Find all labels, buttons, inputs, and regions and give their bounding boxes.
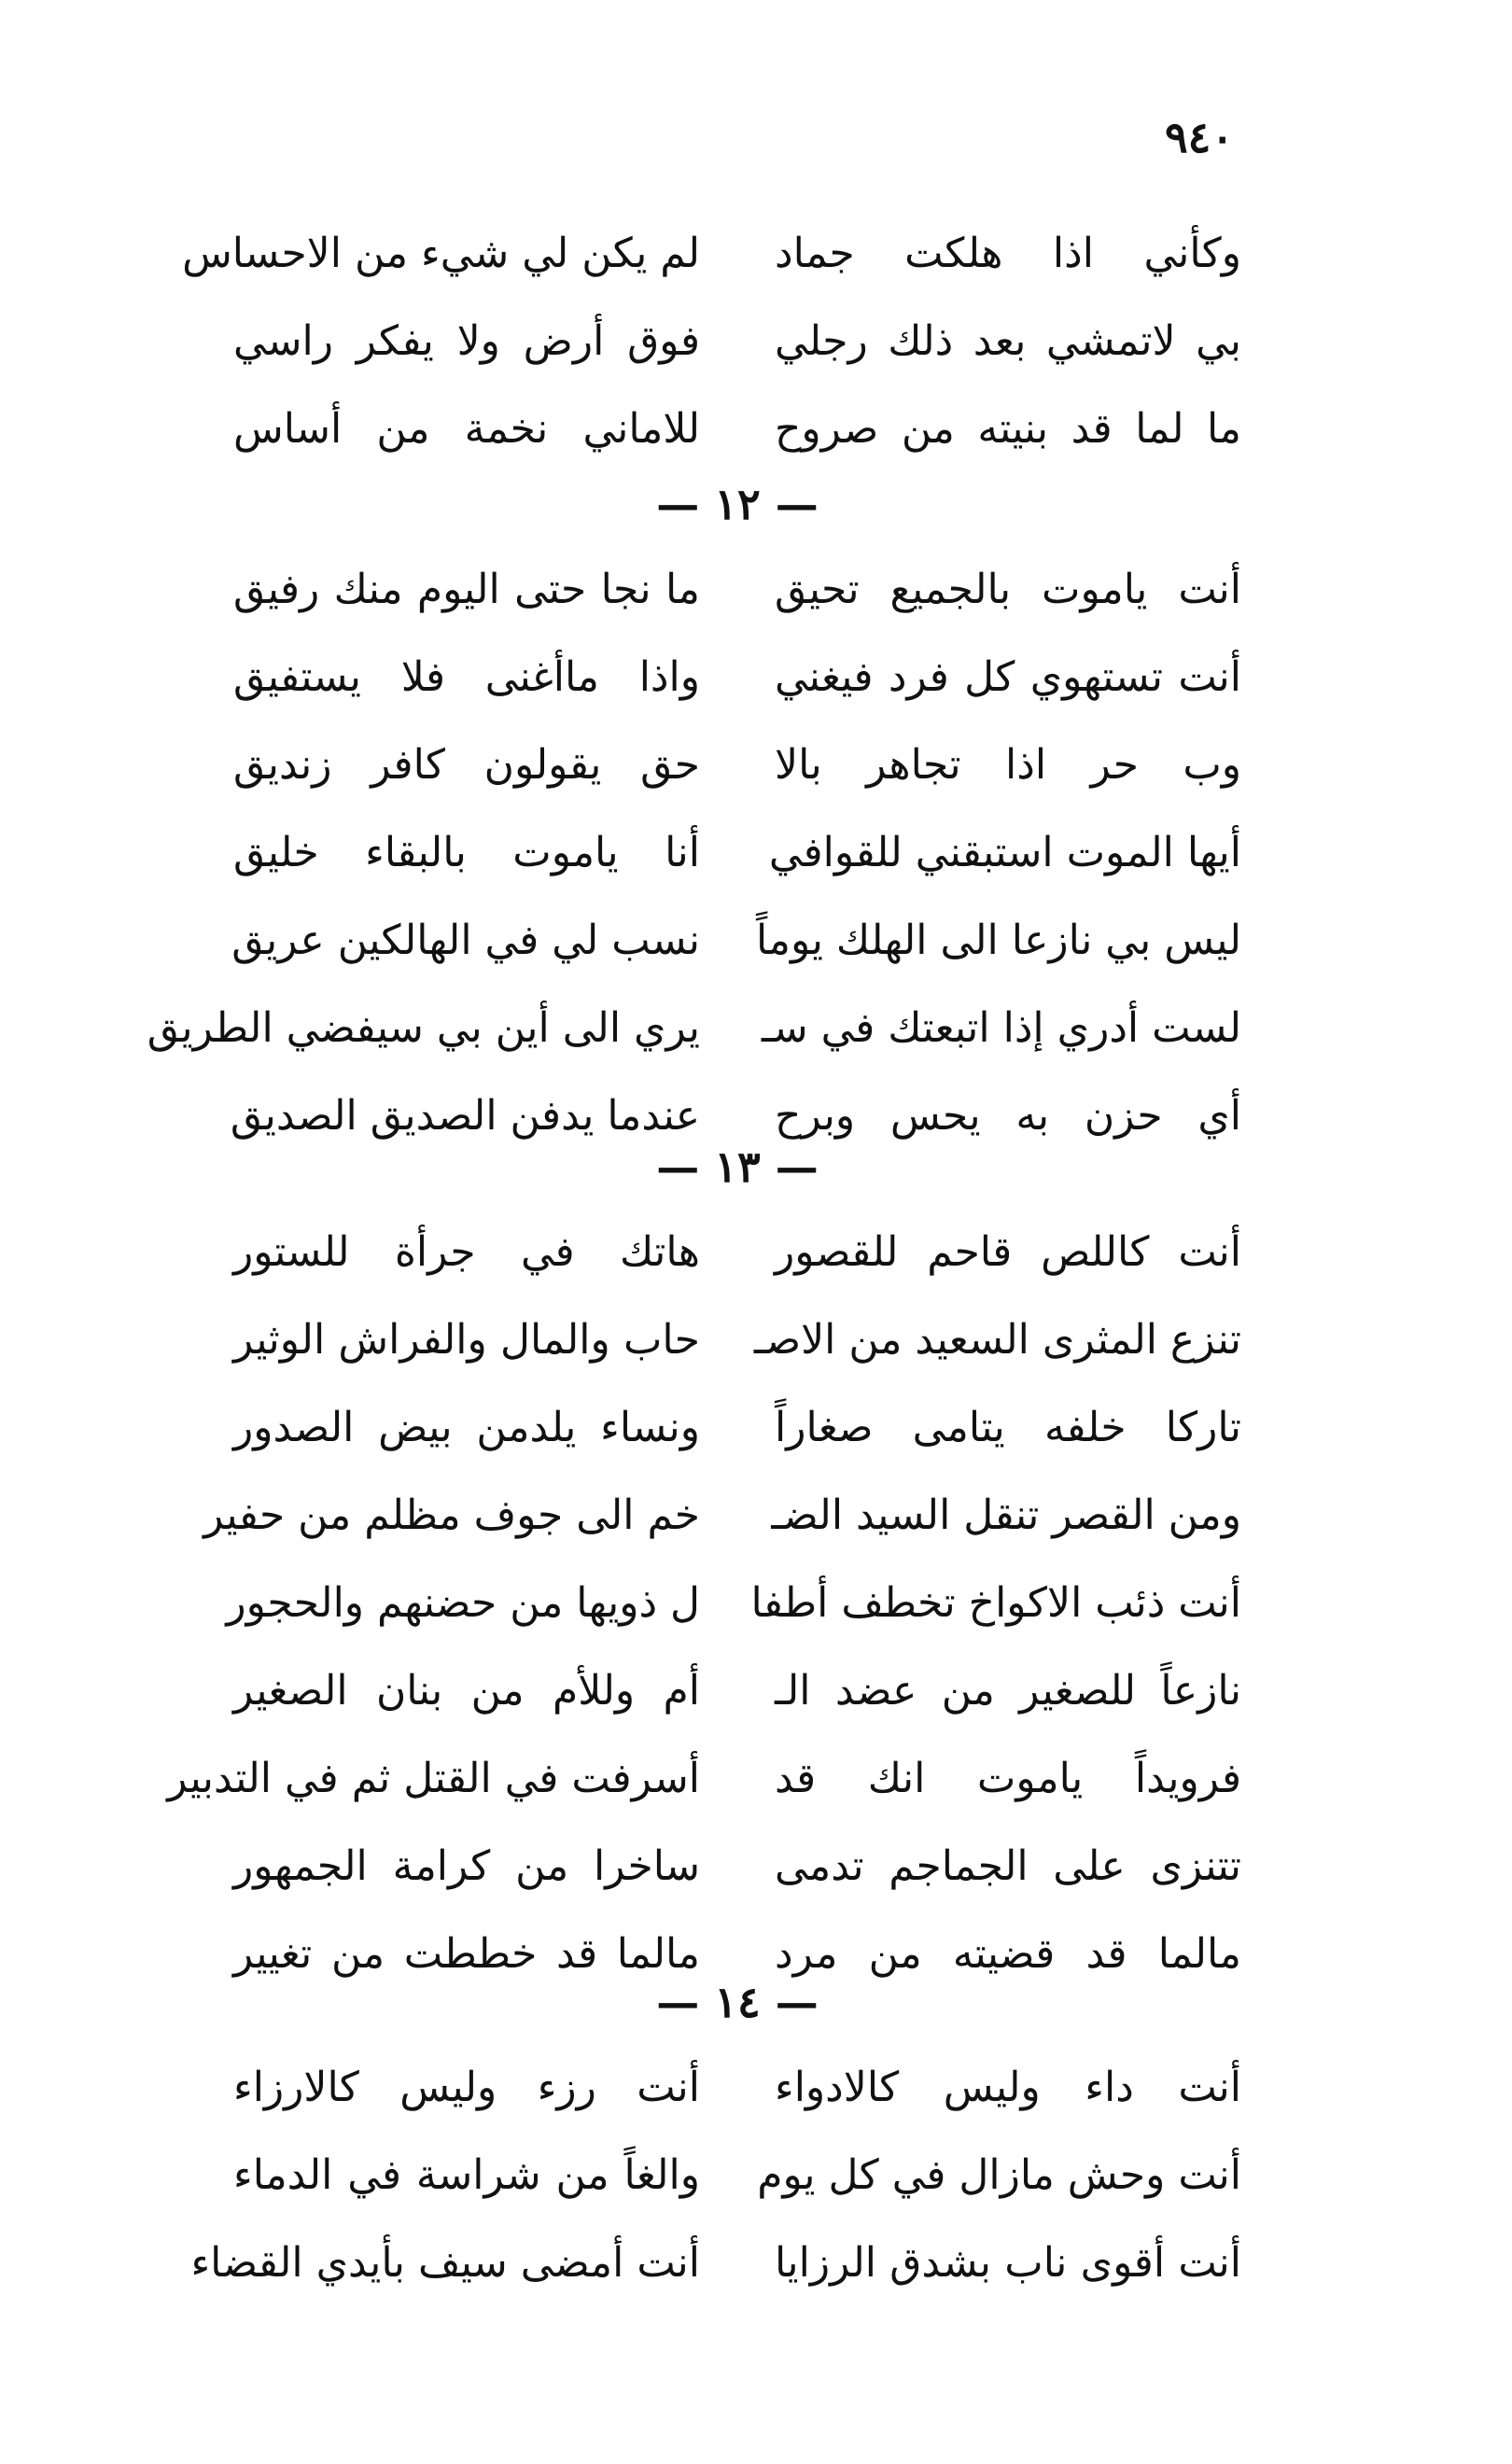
first-hemistich: تتنزى على الجماجم تدمى xyxy=(775,1842,1241,1890)
verse-line xyxy=(167,1735,1241,1823)
verse-line xyxy=(233,385,1241,473)
second-hemistich: يري الى أين بي سيفضي الطريق xyxy=(147,1004,700,1052)
second-hemistich: أنت أمضى سيف بأيدي القضاء xyxy=(190,2239,700,2287)
first-hemistich: أنت أقوى ناب بشدق الرزايا xyxy=(775,2239,1241,2287)
verse-line xyxy=(226,1560,1241,1647)
verse-line xyxy=(233,1209,1241,1296)
second-hemistich: والغاً من شراسة في الدماء xyxy=(233,2151,700,2199)
second-hemistich: أسرفت في القتل ثم في التدبير xyxy=(167,1755,700,1802)
first-hemistich: أي حزن به يحس وبرح xyxy=(775,1092,1241,1140)
verse-line xyxy=(147,985,1241,1072)
verse-line xyxy=(233,1647,1241,1735)
first-hemistich: ما لما قد بنيته من صروح xyxy=(775,405,1241,453)
poem-section-13 xyxy=(167,1125,1241,1998)
verse-line xyxy=(233,897,1241,985)
first-hemistich: أنت كاللص قاحم للقصور xyxy=(775,1228,1241,1276)
verse-line xyxy=(233,809,1241,897)
section-heading: — ١٢ — xyxy=(656,479,819,529)
second-hemistich: ونساء يلدمن بيض الصدور xyxy=(233,1404,700,1451)
first-hemistich: وب حر اذا تجاهر بالا xyxy=(775,741,1241,789)
verse-line xyxy=(190,2219,1241,2307)
first-hemistich: أيها الموت استبقني للقوافي xyxy=(768,829,1241,876)
second-hemistich: نسب لي في الهالكين عريق xyxy=(231,917,700,964)
first-hemistich: أنت وحش مازال في كل يوم xyxy=(757,2151,1241,2199)
second-hemistich: هاتك في جرأة للستور xyxy=(233,1228,700,1276)
second-hemistich: أم وللأم من بنان الصغير xyxy=(233,1667,700,1715)
verse-line xyxy=(233,2044,1241,2132)
second-hemistich: خم الى جوف مظلم من حفير xyxy=(203,1491,700,1539)
second-hemistich: ما نجا حتى اليوم منك رفيق xyxy=(233,566,700,613)
verse-line xyxy=(233,1384,1241,1472)
section-heading: — ١٤ — xyxy=(656,1977,819,2027)
second-hemistich: حاب والمال والفراش الوثير xyxy=(233,1316,700,1364)
poem-section-14 xyxy=(190,1960,1241,2307)
second-hemistich: فوق أرض ولا يفكر راسي xyxy=(233,317,700,365)
poem-section-12 xyxy=(147,462,1241,1160)
first-hemistich: تنزع المثرى السعيد من الاصـ xyxy=(753,1316,1241,1364)
verse-line xyxy=(233,721,1241,809)
verse-line xyxy=(233,298,1241,385)
second-hemistich: عندما يدفن الصديق الصديق xyxy=(230,1092,700,1140)
second-hemistich: حق يقولون كافر زنديق xyxy=(233,741,700,789)
second-hemistich: ل ذويها من حضنهم والحجور xyxy=(226,1579,700,1627)
verse-line xyxy=(233,634,1241,721)
second-hemistich: للاماني نخمة من أساس xyxy=(233,405,700,453)
second-hemistich: واذا ماأغنى فلا يستفيق xyxy=(233,653,700,701)
first-hemistich: تاركا خلفه يتامى صغاراً xyxy=(775,1404,1241,1451)
verse-line xyxy=(182,210,1241,298)
verse-line xyxy=(233,1823,1241,1911)
first-hemistich: أنت تستهوي كل فرد فيغني xyxy=(775,653,1241,701)
first-hemistich: مالما قد قضيته من مرد xyxy=(775,1930,1241,1978)
verse-line xyxy=(233,1296,1241,1384)
first-hemistich: فرويداً ياموت انك قد xyxy=(775,1755,1241,1802)
second-hemistich: أنا ياموت بالبقاء خليق xyxy=(233,829,700,876)
verse-line xyxy=(233,546,1241,634)
verse-line xyxy=(203,1472,1241,1560)
poem-section-continuation xyxy=(182,210,1241,473)
page-number: ٩٤٠ xyxy=(1164,112,1235,162)
second-hemistich: مالما قد خططت من تغيير xyxy=(233,1930,700,1978)
first-hemistich: نازعاً للصغير من عضد الـ xyxy=(775,1667,1241,1715)
second-hemistich: لم يكن لي شيء من الاحساس xyxy=(182,230,700,277)
second-hemistich: أنت رزء وليس كالارزاء xyxy=(233,2064,700,2111)
first-hemistich: أنت ذئب الاكواخ تخطف أطفا xyxy=(750,1579,1241,1627)
first-hemistich: أنت ياموت بالجميع تحيق xyxy=(775,566,1241,613)
first-hemistich: أنت داء وليس كالادواء xyxy=(775,2064,1241,2111)
section-heading: — ١٣ — xyxy=(656,1141,819,1192)
first-hemistich: وكأني اذا هلكت جماد xyxy=(775,230,1241,277)
first-hemistich: بي لاتمشي بعد ذلك رجلي xyxy=(775,317,1241,365)
first-hemistich: لست أدري إذا اتبعتك في سـ xyxy=(761,1004,1241,1052)
first-hemistich: ليس بي نازعا الى الهلك يوماً xyxy=(755,917,1241,964)
second-hemistich: ساخرا من كرامة الجمهور xyxy=(233,1842,700,1890)
first-hemistich: ومن القصر تنقل السيد الضـ xyxy=(771,1491,1241,1539)
verse-line xyxy=(233,2132,1241,2219)
